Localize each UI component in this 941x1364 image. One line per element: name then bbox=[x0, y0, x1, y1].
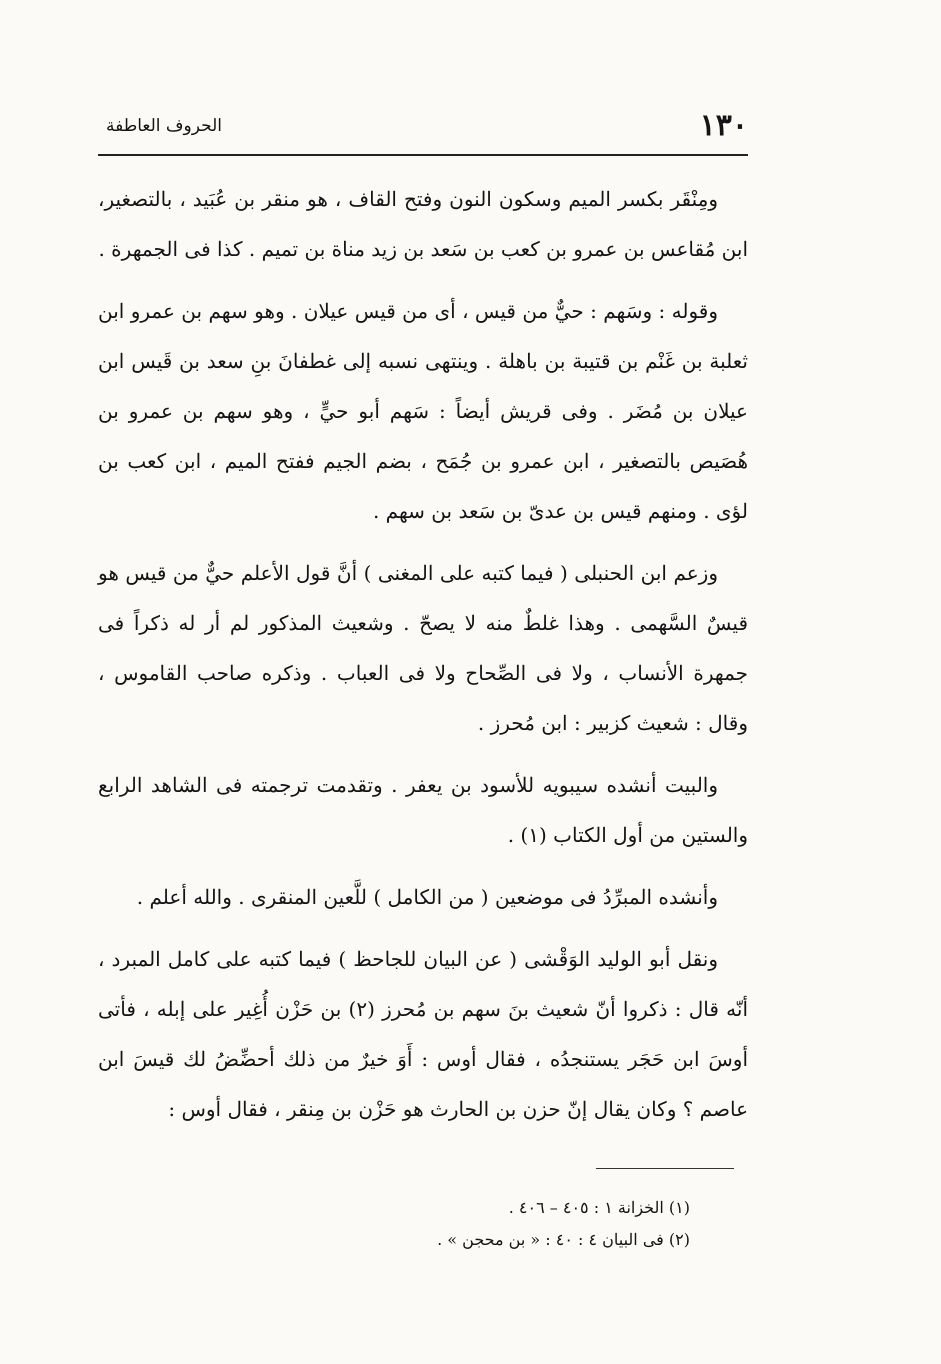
paragraph: وقوله : وسَهم : حيٌّ من قيس ، أى من قيس عيلان . وهو سهم بن عمرو ابن ثعلبة بن غَنْم بن قتيبة بن باهلة . وينتهى نسبه إلى غطفانَ بنِ سعد بن قَيس ابن عيلان بن مُضَر . وفى قريش أيضاً : سَهم أبو حيٍّ ، وهو سهم بن عمرو بن هُصَيص بالتصغير ، ابن عمرو بن جُمَح ، بضم الجيم ففتح الميم ، ابن كعب بن لؤى . ومنهم قيس بن عدىّ بن سَعد بن سهم . bbox=[98, 299, 748, 523]
running-title: الحروف العاطفة bbox=[106, 116, 223, 136]
main-text bbox=[98, 174, 748, 1146]
paragraph: ونقل أبو الوليد الوَقْشى ( عن البيان للجاحظ ) فيما كتبه على كامل المبرد ، أنّه قال : ذكروا أنّ شعيث بنَ سهم بن مُحرز (٢) بن حَزْن أُغِير على إبله ، فأتى أوسَ ابن حَجَر يستنجدُه ، فقال أوس : أَوَ خيرٌ من ذلك أحضِّضُ لك قيسَ ابن عاصم ؟ وكان يقال إنّ حزن بن الحارث هو حَزْن بن مِنقر ، فقال أوس : bbox=[98, 947, 748, 1121]
page-header bbox=[98, 108, 748, 152]
paragraph: وزعم ابن الحنبلى ( فيما كتبه على المغنى ) أنَّ قول الأعلم حيٌّ من قيس هو قيسٌ السَّهمى . وهذا غلطٌ منه لا يصحّ . وشعيث المذكور لم أر له ذكراً فى جمهرة الأنساب ، ولا فى الصِّحاح ولا فى العباب . وذكره صاحب القاموس ، وقال : شعيث كزبير : ابن مُحرز . bbox=[98, 561, 748, 735]
footnote-divider bbox=[596, 1168, 734, 1169]
header-divider bbox=[98, 154, 748, 156]
paragraph: وأنشده المبرِّدُ فى موضعين ( من الكامل ) للَّعين المنقرى . والله أعلم . bbox=[136, 885, 718, 909]
paragraph: ومِنْقَر بكسر الميم وسكون النون وفتح القاف ، هو منقر بن عُبَيد ، بالتصغير، ابن مُقاعس بن عمرو بن كعب بن سَعد بن زيد مناة بن تميم . كذا فى الجمهرة . bbox=[98, 187, 748, 261]
footnote: (١) الخزانة ١ : ٤٠٥ – ٤٠٦ . bbox=[508, 1198, 690, 1217]
footnotes bbox=[98, 1192, 690, 1256]
paragraph: والبيت أنشده سيبويه للأسود بن يعفر . وتقدمت ترجمته فى الشاهد الرابع والستين من أول الكتاب (١) . bbox=[98, 773, 748, 847]
page-number: ١٣٠ bbox=[699, 108, 748, 143]
footnote: (٢) فى البيان ٤ : ٤٠ : « بن محجن » . bbox=[437, 1230, 690, 1249]
